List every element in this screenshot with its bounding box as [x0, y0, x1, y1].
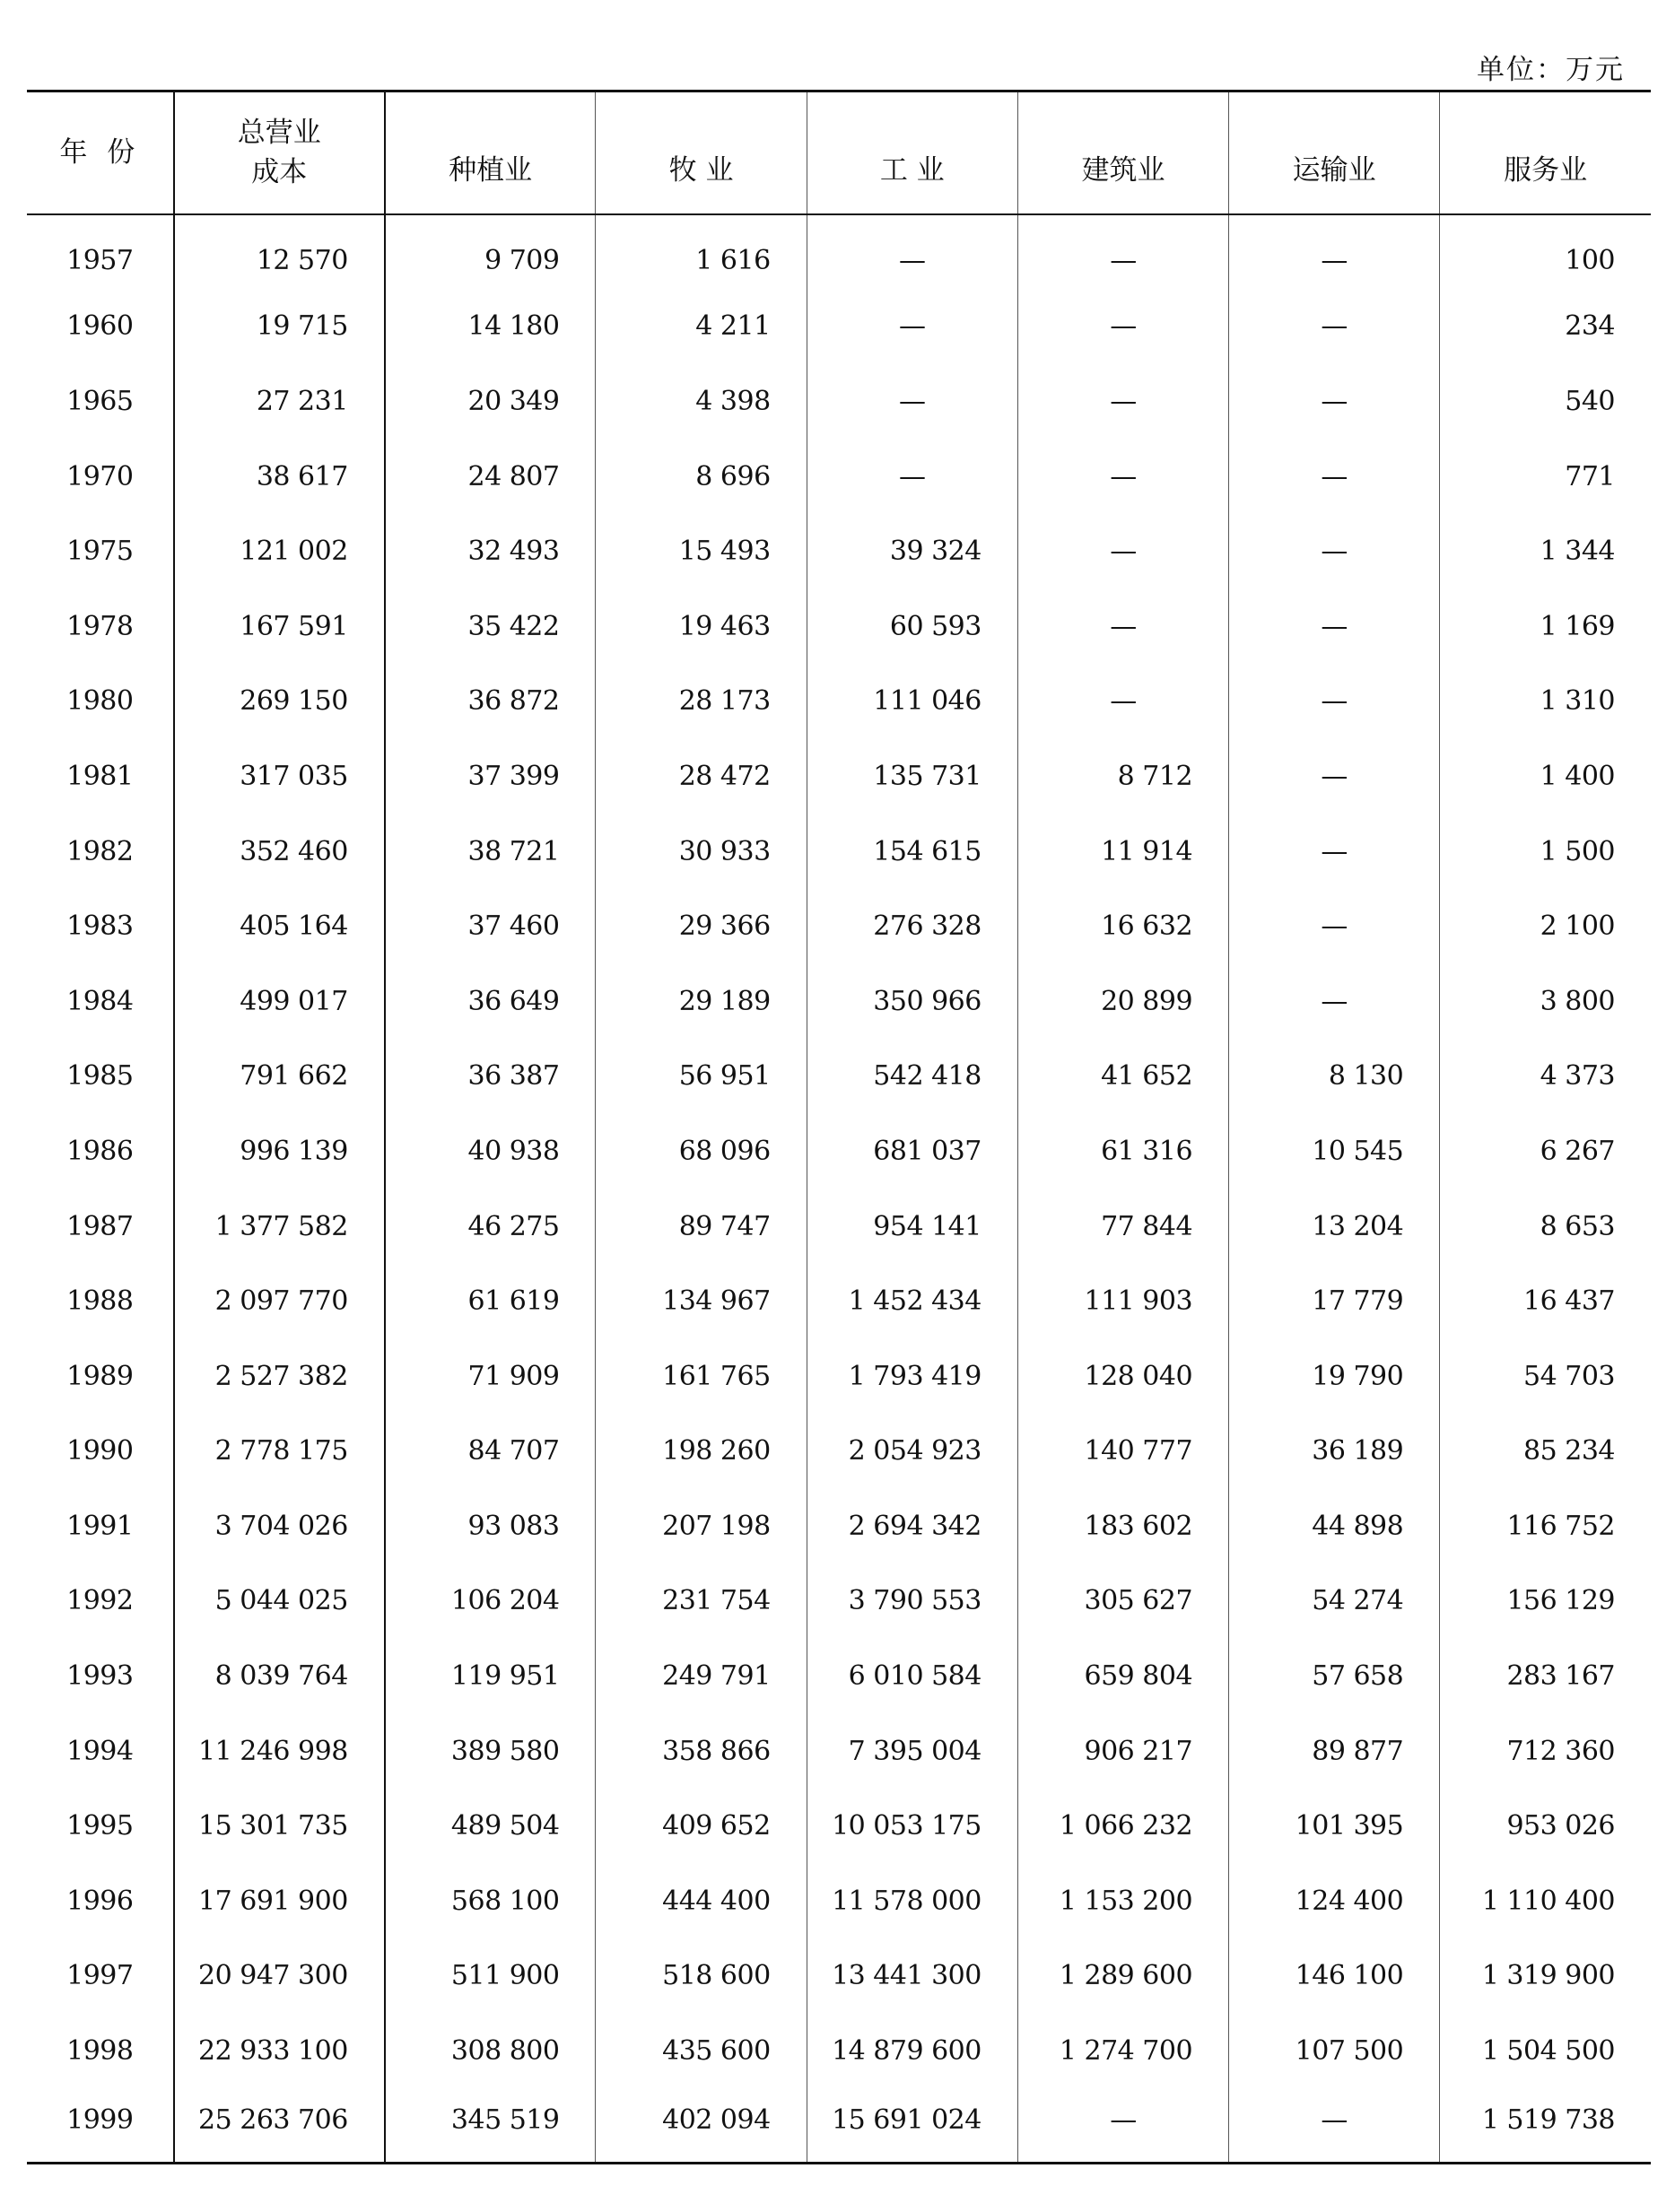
table-row [27, 1189, 1651, 1264]
cell-planting: 489 504 [385, 1789, 596, 1864]
cell-industry: 954 141 [807, 1189, 1017, 1264]
cell-livestock: 402 094 [596, 2088, 807, 2164]
cell-year: 1983 [66, 910, 134, 943]
cell-industry: 154 615 [807, 814, 1017, 889]
cell-construction: — [1017, 514, 1228, 589]
cell-transport: 8 130 [1229, 1039, 1440, 1114]
cell-services: 54 703 [1440, 1338, 1651, 1414]
cell-livestock: 15 493 [596, 514, 807, 589]
cell-construction: 305 627 [1017, 1563, 1228, 1639]
cell-planting: 36 387 [385, 1039, 596, 1114]
cell-services: 1 519 738 [1440, 2088, 1651, 2164]
cell-transport: — [1229, 289, 1440, 364]
cell-transport: — [1229, 439, 1440, 514]
cell-services: 1 319 900 [1440, 1938, 1651, 2014]
cell-planting: 308 800 [385, 2014, 596, 2089]
cell-total-cost: 19 715 [174, 289, 385, 364]
cell-transport: 36 189 [1229, 1414, 1440, 1489]
cell-livestock: 444 400 [596, 1864, 807, 1939]
cell-construction: — [1017, 439, 1228, 514]
cell-construction: 1 066 232 [1017, 1789, 1228, 1864]
cell-livestock: 518 600 [596, 1938, 807, 2014]
table-row [27, 289, 1651, 364]
cell-industry: 2 054 923 [807, 1414, 1017, 1489]
cell-livestock: 435 600 [596, 2014, 807, 2089]
cell-year: 1987 [66, 1210, 134, 1242]
cell-total-cost: 12 570 [174, 214, 385, 290]
cell-transport: — [1229, 739, 1440, 814]
cell-services: 712 360 [1440, 1713, 1651, 1789]
column-header-transport: 运输业 [1229, 91, 1440, 214]
cell-transport: — [1229, 814, 1440, 889]
cell-livestock: 161 765 [596, 1338, 807, 1414]
cell-total-cost: 15 301 735 [174, 1789, 385, 1864]
cell-total-cost: 167 591 [174, 588, 385, 664]
cell-total-cost: 1 377 582 [174, 1189, 385, 1264]
cell-planting: 37 460 [385, 889, 596, 964]
cell-transport: 57 658 [1229, 1639, 1440, 1714]
cell-services: 1 400 [1440, 739, 1651, 814]
cell-year: 1993 [66, 1660, 134, 1693]
column-header-total-cost [174, 91, 385, 214]
cell-services: 234 [1440, 289, 1651, 364]
cell-industry: 542 418 [807, 1039, 1017, 1114]
cell-construction: — [1017, 289, 1228, 364]
cell-services: 540 [1440, 364, 1651, 440]
cell-services: 116 752 [1440, 1489, 1651, 1564]
cell-industry: 13 441 300 [807, 1938, 1017, 2014]
cell-total-cost: 17 691 900 [174, 1864, 385, 1939]
cell-construction: 1 274 700 [1017, 2014, 1228, 2089]
cell-construction: 140 777 [1017, 1414, 1228, 1489]
cell-year: 1965 [66, 385, 134, 417]
cell-planting: 14 180 [385, 289, 596, 364]
cell-total-cost: 8 039 764 [174, 1639, 385, 1714]
cell-transport: 54 274 [1229, 1563, 1440, 1639]
cell-livestock: 19 463 [596, 588, 807, 664]
cell-services: 2 100 [1440, 889, 1651, 964]
cell-services: 156 129 [1440, 1563, 1651, 1639]
cell-year: 1994 [66, 1735, 134, 1767]
cell-transport: — [1229, 214, 1440, 290]
cell-services: 1 310 [1440, 664, 1651, 739]
cell-construction: 906 217 [1017, 1713, 1228, 1789]
cell-industry: 1 793 419 [807, 1338, 1017, 1414]
cell-transport: — [1229, 364, 1440, 440]
table-row [27, 514, 1651, 589]
cell-services: 953 026 [1440, 1789, 1651, 1864]
cell-industry: 111 046 [807, 664, 1017, 739]
table-row [27, 1563, 1651, 1639]
table-row [27, 214, 1651, 290]
cell-livestock: 231 754 [596, 1563, 807, 1639]
cell-year: 1970 [66, 460, 134, 492]
table-row [27, 439, 1651, 514]
cell-planting: 24 807 [385, 439, 596, 514]
table-row [27, 1864, 1651, 1939]
cell-services: 8 653 [1440, 1189, 1651, 1264]
cell-total-cost: 269 150 [174, 664, 385, 739]
cell-industry: 276 328 [807, 889, 1017, 964]
cell-livestock: 1 616 [596, 214, 807, 290]
table-row [27, 1414, 1651, 1489]
column-header-services: 服务业 [1440, 91, 1651, 214]
cell-industry: — [807, 289, 1017, 364]
cell-total-cost: 405 164 [174, 889, 385, 964]
cell-livestock: 28 472 [596, 739, 807, 814]
cell-construction: 128 040 [1017, 1338, 1228, 1414]
cell-construction: 20 899 [1017, 963, 1228, 1039]
cell-industry: 135 731 [807, 739, 1017, 814]
cell-construction: — [1017, 364, 1228, 440]
cell-planting: 84 707 [385, 1414, 596, 1489]
cell-industry: 15 691 024 [807, 2088, 1017, 2164]
cell-planting: 36 649 [385, 963, 596, 1039]
cell-services: 100 [1440, 214, 1651, 290]
cell-construction: 659 804 [1017, 1639, 1228, 1714]
cell-livestock: 30 933 [596, 814, 807, 889]
cell-services: 1 504 500 [1440, 2014, 1651, 2089]
cell-transport: 44 898 [1229, 1489, 1440, 1564]
table-row [27, 2088, 1651, 2164]
cell-total-cost: 352 460 [174, 814, 385, 889]
cell-year: 1996 [66, 1885, 134, 1917]
cell-industry: 3 790 553 [807, 1563, 1017, 1639]
cell-year: 1995 [66, 1810, 134, 1842]
cell-year: 1984 [66, 985, 134, 1017]
cell-industry: 11 578 000 [807, 1864, 1017, 1939]
cell-planting: 32 493 [385, 514, 596, 589]
cell-transport: 19 790 [1229, 1338, 1440, 1414]
cell-industry: 7 395 004 [807, 1713, 1017, 1789]
table-row [27, 1789, 1651, 1864]
cell-transport: — [1229, 588, 1440, 664]
column-header-year: 年 份 [27, 91, 174, 214]
cell-construction: 16 632 [1017, 889, 1228, 964]
cell-industry: 6 010 584 [807, 1639, 1017, 1714]
cell-livestock: 409 652 [596, 1789, 807, 1864]
cell-industry: — [807, 214, 1017, 290]
cell-services: 1 169 [1440, 588, 1651, 664]
cell-year: 1975 [66, 536, 134, 568]
cell-year: 1989 [66, 1360, 134, 1392]
cell-transport: 107 500 [1229, 2014, 1440, 2089]
cell-planting: 36 872 [385, 664, 596, 739]
cell-transport: 89 877 [1229, 1713, 1440, 1789]
cell-transport: 13 204 [1229, 1189, 1440, 1264]
cell-services: 6 267 [1440, 1114, 1651, 1189]
cell-livestock: 4 211 [596, 289, 807, 364]
cell-transport: — [1229, 963, 1440, 1039]
cell-total-cost: 27 231 [174, 364, 385, 440]
cell-year: 1980 [66, 685, 134, 718]
cell-industry: — [807, 364, 1017, 440]
cell-transport: 146 100 [1229, 1938, 1440, 2014]
cell-construction: 61 316 [1017, 1114, 1228, 1189]
cell-industry: 60 593 [807, 588, 1017, 664]
cell-total-cost: 3 704 026 [174, 1489, 385, 1564]
cell-total-cost: 20 947 300 [174, 1938, 385, 2014]
cell-total-cost: 38 617 [174, 439, 385, 514]
cell-year: 1957 [66, 245, 134, 277]
cell-year: 1986 [66, 1135, 134, 1167]
cell-planting: 40 938 [385, 1114, 596, 1189]
cell-year: 1998 [66, 2035, 134, 2068]
cell-year: 1988 [66, 1285, 134, 1318]
cell-services: 1 500 [1440, 814, 1651, 889]
cell-planting: 511 900 [385, 1938, 596, 2014]
cell-services: 283 167 [1440, 1639, 1651, 1714]
cell-transport: — [1229, 889, 1440, 964]
cell-livestock: 68 096 [596, 1114, 807, 1189]
cell-construction: — [1017, 214, 1228, 290]
table-row [27, 889, 1651, 964]
column-header-construction: 建筑业 [1017, 91, 1228, 214]
column-header-total-cost-label: 总营业成本 [237, 117, 321, 189]
cell-livestock: 56 951 [596, 1039, 807, 1114]
cell-industry: 39 324 [807, 514, 1017, 589]
cell-planting: 38 721 [385, 814, 596, 889]
cell-construction: — [1017, 588, 1228, 664]
cell-planting: 119 951 [385, 1639, 596, 1714]
cell-planting: 106 204 [385, 1563, 596, 1639]
table-row [27, 1338, 1651, 1414]
cell-total-cost: 11 246 998 [174, 1713, 385, 1789]
table-row [27, 1039, 1651, 1114]
table-row [27, 739, 1651, 814]
cost-table [27, 90, 1651, 2164]
cell-livestock: 198 260 [596, 1414, 807, 1489]
table-row [27, 1114, 1651, 1189]
cell-livestock: 29 366 [596, 889, 807, 964]
cell-total-cost: 499 017 [174, 963, 385, 1039]
cell-transport: 10 545 [1229, 1114, 1440, 1189]
cell-transport: 124 400 [1229, 1864, 1440, 1939]
cell-construction: 183 602 [1017, 1489, 1228, 1564]
cell-total-cost: 22 933 100 [174, 2014, 385, 2089]
cell-services: 1 344 [1440, 514, 1651, 589]
cell-industry: 2 694 342 [807, 1489, 1017, 1564]
cell-livestock: 8 696 [596, 439, 807, 514]
cell-planting: 345 519 [385, 2088, 596, 2164]
table-row [27, 1264, 1651, 1339]
cell-transport: 17 779 [1229, 1264, 1440, 1339]
cell-construction: — [1017, 664, 1228, 739]
cell-industry: 1 452 434 [807, 1264, 1017, 1339]
cell-industry: 14 879 600 [807, 2014, 1017, 2089]
table-row [27, 963, 1651, 1039]
cell-construction: 11 914 [1017, 814, 1228, 889]
cell-year: 1985 [66, 1060, 134, 1093]
cell-year: 1960 [66, 310, 134, 343]
cell-total-cost: 2 527 382 [174, 1338, 385, 1414]
cell-year: 1981 [66, 760, 134, 792]
cell-total-cost: 2 097 770 [174, 1264, 385, 1339]
cell-year: 1991 [66, 1510, 134, 1542]
cell-industry: — [807, 439, 1017, 514]
table-row [27, 1639, 1651, 1714]
cell-total-cost: 317 035 [174, 739, 385, 814]
cell-transport: — [1229, 514, 1440, 589]
header-row [27, 91, 1651, 214]
cell-planting: 20 349 [385, 364, 596, 440]
column-header-planting: 种植业 [385, 91, 596, 214]
cell-planting: 71 909 [385, 1338, 596, 1414]
table-row [27, 2014, 1651, 2089]
cell-total-cost: 121 002 [174, 514, 385, 589]
cell-construction: 41 652 [1017, 1039, 1228, 1114]
cell-total-cost: 996 139 [174, 1114, 385, 1189]
cell-services: 1 110 400 [1440, 1864, 1651, 1939]
cell-transport: — [1229, 664, 1440, 739]
cell-livestock: 358 866 [596, 1713, 807, 1789]
table-row [27, 1713, 1651, 1789]
unit-label: 单位：万元 [1477, 54, 1625, 86]
cell-livestock: 207 198 [596, 1489, 807, 1564]
cell-construction: 77 844 [1017, 1189, 1228, 1264]
cell-livestock: 4 398 [596, 364, 807, 440]
cell-year: 1978 [66, 610, 134, 642]
cell-year: 1982 [66, 835, 134, 867]
column-header-industry: 工 业 [807, 91, 1017, 214]
cell-year: 1997 [66, 1960, 134, 1992]
cell-industry: 10 053 175 [807, 1789, 1017, 1864]
cell-construction: 1 289 600 [1017, 1938, 1228, 2014]
cell-total-cost: 2 778 175 [174, 1414, 385, 1489]
cell-total-cost: 5 044 025 [174, 1563, 385, 1639]
table-row [27, 364, 1651, 440]
cell-services: 771 [1440, 439, 1651, 514]
cell-services: 85 234 [1440, 1414, 1651, 1489]
table-row [27, 814, 1651, 889]
cell-livestock: 28 173 [596, 664, 807, 739]
cell-industry: 350 966 [807, 963, 1017, 1039]
cell-livestock: 134 967 [596, 1264, 807, 1339]
cell-year: 1999 [27, 2088, 174, 2164]
cell-construction: 1 153 200 [1017, 1864, 1228, 1939]
table-row [27, 664, 1651, 739]
cell-year: 1990 [66, 1435, 134, 1467]
cell-construction: — [1017, 2088, 1228, 2164]
table-row [27, 1489, 1651, 1564]
cell-transport: 101 395 [1229, 1789, 1440, 1864]
table-row [27, 588, 1651, 664]
cell-planting: 61 619 [385, 1264, 596, 1339]
cell-year: 1992 [66, 1585, 134, 1617]
cell-services: 4 373 [1440, 1039, 1651, 1114]
cell-services: 16 437 [1440, 1264, 1651, 1339]
cell-planting: 389 580 [385, 1713, 596, 1789]
cell-planting: 568 100 [385, 1864, 596, 1939]
cell-livestock: 29 189 [596, 963, 807, 1039]
column-header-livestock: 牧 业 [596, 91, 807, 214]
table-body [27, 214, 1651, 2164]
cell-livestock: 89 747 [596, 1189, 807, 1264]
cell-planting: 35 422 [385, 588, 596, 664]
cell-construction: 8 712 [1017, 739, 1228, 814]
cell-industry: 681 037 [807, 1114, 1017, 1189]
cell-services: 3 800 [1440, 963, 1651, 1039]
table-row [27, 1938, 1651, 2014]
cell-planting: 93 083 [385, 1489, 596, 1564]
cell-livestock: 249 791 [596, 1639, 807, 1714]
cell-planting: 9 709 [385, 214, 596, 290]
cell-construction: 111 903 [1017, 1264, 1228, 1339]
cell-transport: — [1229, 2088, 1440, 2164]
cell-planting: 37 399 [385, 739, 596, 814]
cell-total-cost: 791 662 [174, 1039, 385, 1114]
cell-total-cost: 25 263 706 [174, 2088, 385, 2164]
cell-planting: 46 275 [385, 1189, 596, 1264]
